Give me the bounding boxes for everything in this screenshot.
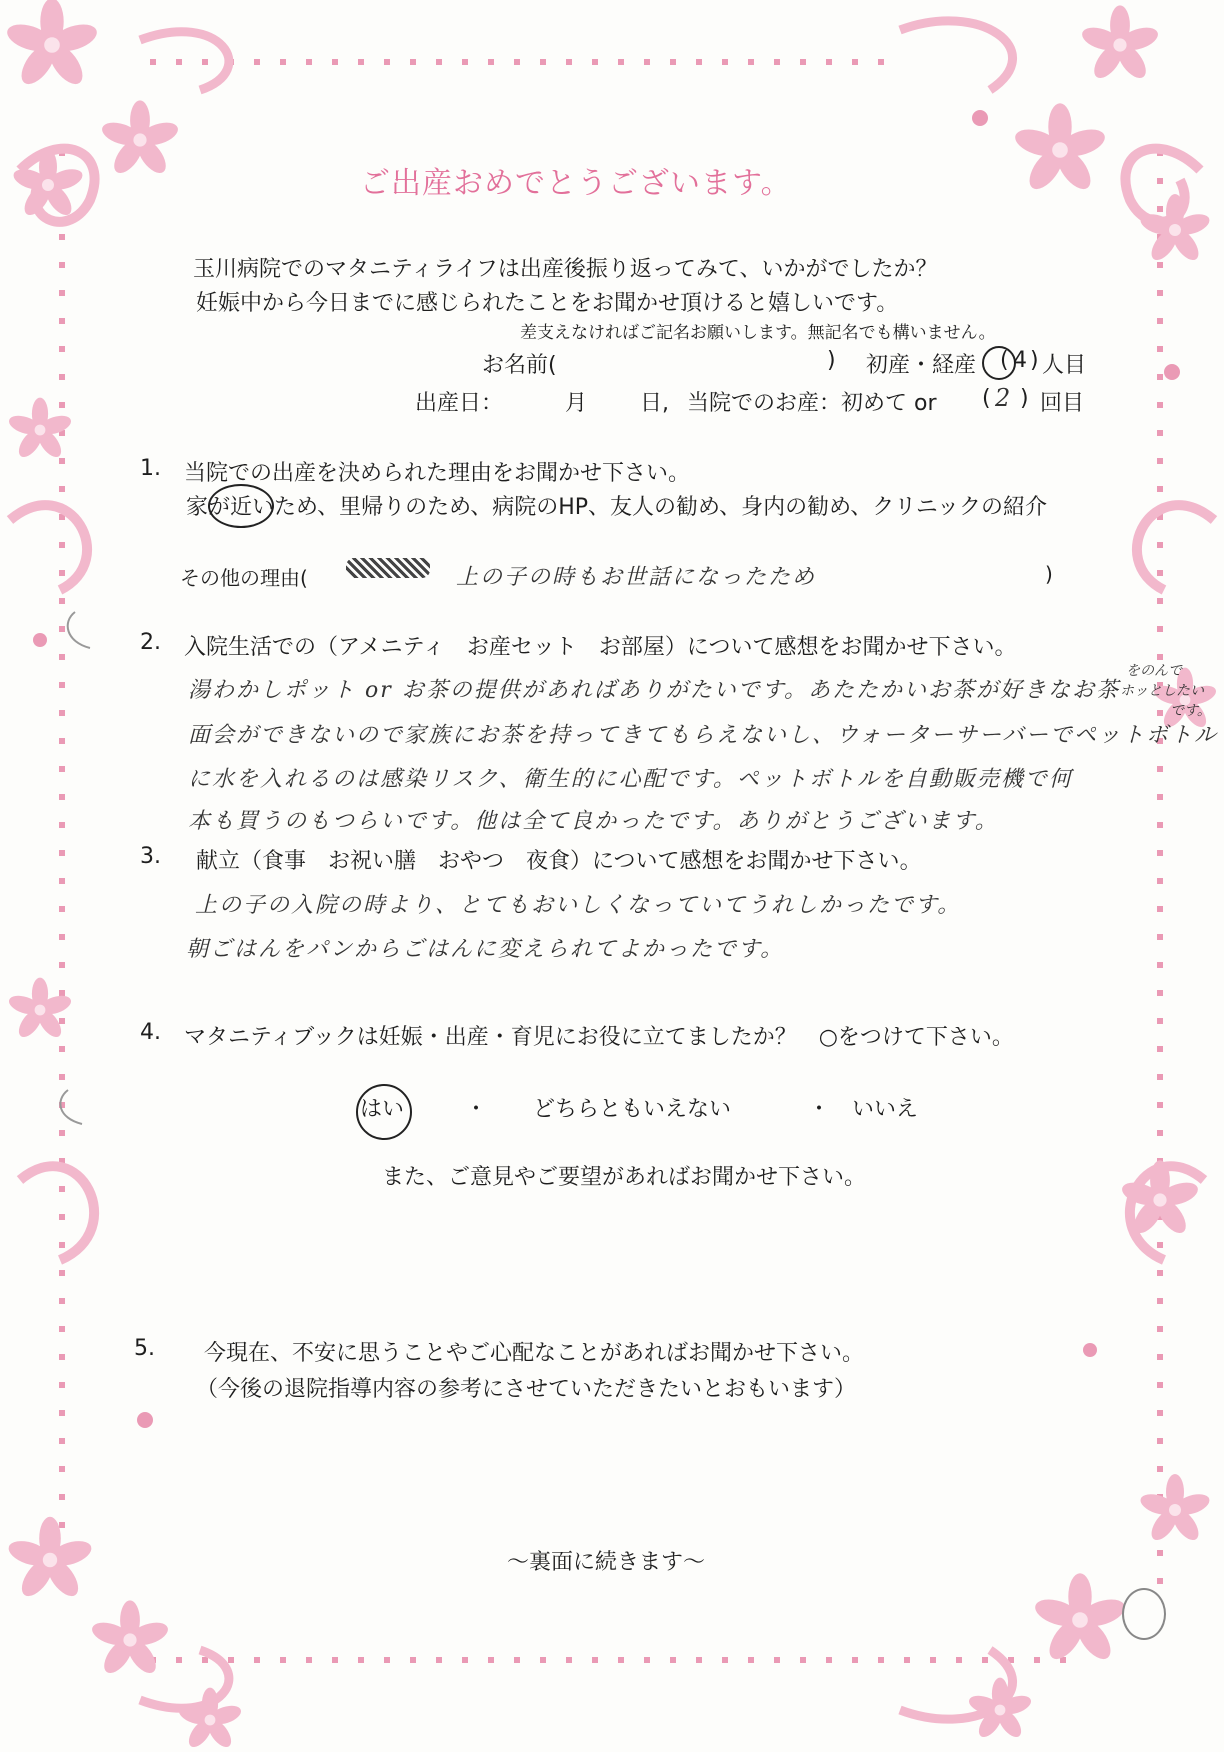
times-suffix: 回目 [1040, 391, 1085, 416]
corner-circle-mark [1122, 1588, 1166, 1640]
q3-number: 3. [140, 844, 161, 869]
q1-selected-circle-mark [208, 484, 274, 528]
q3-answer-line-2: 朝ごはんをパンからごはんに変えられてよかったです。 [186, 937, 785, 962]
q1-other-close: ) [1045, 562, 1053, 586]
q3-question: 献立（食事 お祝い膳 おやつ 夜食）について感想をお聞かせ下さい。 [196, 849, 922, 874]
q2-margin-note-3: です。 [1170, 703, 1211, 719]
q2-answer-line-4: 本も買うのもつらいです。他は全て良かったです。ありがとうございます。 [188, 809, 999, 834]
q1-options: 家が近いため、里帰りのため、病院のHP、友人の勧め、身内の勧め、クリニックの紹介 [186, 495, 1047, 520]
q4-number: 4. [140, 1020, 161, 1045]
q2-margin-note-2: ホッとしたい [1120, 683, 1204, 699]
times-value: 2 [995, 384, 1013, 412]
q2-answer-line-2: 面会ができないので家族にお茶を持ってきてもらえないし、ウォーターサーバーでペットボトル [188, 723, 1219, 748]
birth-month-label: 月 [565, 391, 588, 416]
intro-line-1: 玉川病院でのマタニティライフは出産後振り返ってみて、いかがでしたか？ [193, 257, 938, 282]
count-open-paren: ( [1000, 348, 1009, 373]
q2-number: 2. [140, 630, 161, 655]
q4-option-yes: はい [360, 1097, 405, 1122]
birth-day-label: 日, [640, 391, 669, 416]
parity-circle-mark [982, 346, 1016, 380]
times-close-paren: ) [1020, 386, 1029, 411]
q4-option-neither: どちらともいえない [533, 1097, 732, 1122]
birth-date-label: 出産日： [415, 391, 504, 416]
first-time-label: 当院でのお産：初めて or [687, 391, 937, 416]
page-title: ご出産おめでとうございます。 [360, 166, 792, 201]
q1-other-label: その他の理由( [180, 566, 308, 590]
q1-other-answer: 上の子の時もお世話になったため [456, 565, 817, 590]
footer-continued: ～裏面に続きます～ [507, 1550, 706, 1575]
count-value: 4 [1013, 348, 1027, 373]
q2-answer-line-3: に水を入れるのは感染リスク、衛生的に心配です。ペットボトルを自動販売機で何 [188, 767, 1073, 792]
q4-question: マタニティブックは妊娠・出産・育児にお役に立てましたか？ ○をつけて下さい。 [184, 1025, 1014, 1050]
q5-note: （今後の退院指導内容の参考にさせていただきたいとおもいます） [196, 1377, 857, 1402]
parity-options: 初産・経産 [866, 353, 977, 378]
q2-question: 入院生活での（アメニティ お産セット お部屋）について感想をお聞かせ下さい。 [184, 635, 1017, 660]
q4-option-no: いいえ [852, 1097, 919, 1122]
q4-yes-circle-mark [356, 1084, 412, 1140]
name-label: お名前( [482, 353, 557, 378]
q2-margin-note-1: をのんで [1126, 663, 1182, 679]
times-open-paren: ( [982, 386, 991, 411]
count-close-paren: ) [1030, 348, 1039, 373]
intro-line-2: 妊娠中から今日までに感じられたことをお聞かせ頂けると嬉しいです。 [196, 291, 899, 316]
q5-number: 5. [134, 1336, 155, 1361]
name-close-paren: ) [827, 348, 836, 373]
q1-number: 1. [140, 456, 161, 481]
count-suffix: 人目 [1042, 353, 1087, 378]
q2-answer-line-1: 湯わかしポット or お茶の提供があればありがたいです。あたたかいお茶が好きなお茶 [188, 678, 1120, 703]
intro-line-3: 差支えなければご記名お願いします。無記名でも構いません。 [520, 323, 996, 343]
q4-separator-2: ・ [808, 1097, 831, 1122]
q5-question: 今現在、不安に思うことやご心配なことがあればお聞かせ下さい。 [204, 1341, 865, 1366]
q4-followup: また、ご意見やご要望があればお聞かせ下さい。 [382, 1165, 867, 1190]
q4-separator-1: ・ [465, 1097, 488, 1122]
q1-question: 当院での出産を決められた理由をお聞かせ下さい。 [184, 461, 691, 486]
q3-answer-line-1: 上の子の入院の時より、とてもおいしくなっていてうれしかったです。 [195, 893, 962, 918]
q1-scribble-mark [346, 558, 430, 578]
